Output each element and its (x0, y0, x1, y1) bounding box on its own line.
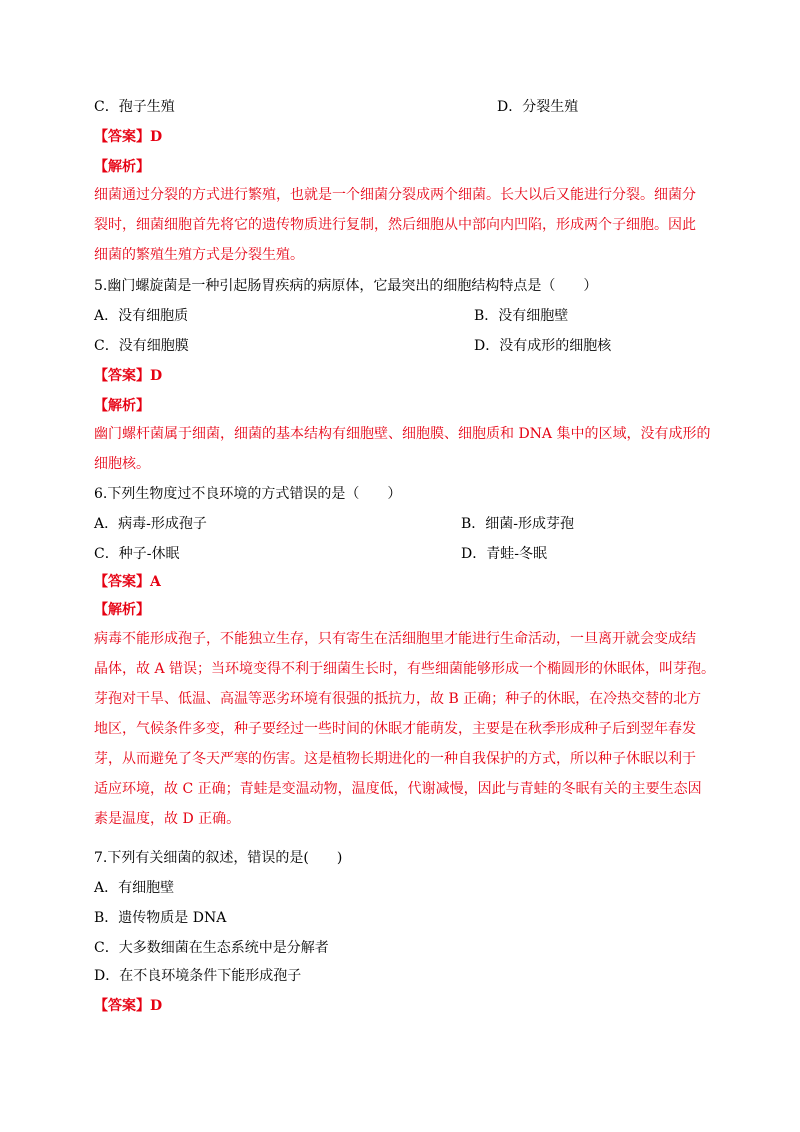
q6-stem: 6.下列生物度过不良环境的方式错误的是（ ） (94, 486, 402, 502)
q4-analysis-line: 细菌的繁殖生殖方式是分裂生殖。 (94, 247, 304, 263)
q4-analysis-label: 【解析】 (94, 159, 150, 175)
q4-answer (94, 127, 162, 147)
q6-option-a: A．病毒-形成孢子 (94, 516, 207, 532)
q4-option-d: D．分裂生殖 (497, 99, 579, 115)
q5-stem: 5.幽门螺旋菌是一种引起肠胃疾病的病原体，它最突出的细胞结构特点是（ ） (94, 278, 598, 294)
q7-answer-value: D (150, 998, 163, 1014)
q7-answer-label: 【答案】 (94, 998, 150, 1014)
q5-answer-label: 【答案】 (94, 368, 150, 384)
q6-analysis-line: 地区，气候条件多变，种子要经过一些时间的休眠才能萌发，主要是在秋季形成种子后到翌年春发 (94, 721, 696, 737)
q5-option-a: A．没有细胞质 (94, 308, 189, 324)
q5-answer (94, 366, 162, 386)
q5-option-d: D．没有成形的细胞核 (474, 338, 612, 354)
q6-option-d: D．青蛙-冬眠 (461, 546, 547, 562)
q4-answer-value: D (150, 129, 163, 145)
q6-answer (94, 572, 161, 592)
q6-analysis (94, 624, 714, 834)
q5-answer-value: D (150, 368, 163, 384)
q7-option-c: C．大多数细菌在生态系统中是分解者 (94, 940, 329, 956)
q4-analysis-line: 裂时，细菌细胞首先将它的遗传物质进行复制，然后细胞从中部向内凹陷，形成两个子细胞。因此 (94, 217, 696, 233)
q6-analysis-line: 芽孢对干旱、低温、高温等恶劣环境有很强的抵抗力，故 B 正确；种子的休眠，在冷热交替的北方 (94, 691, 702, 707)
q4-option-c: C．孢子生殖 (94, 99, 175, 115)
q7-answer (94, 996, 162, 1016)
q7-option-b: B．遗传物质是 DNA (94, 910, 227, 926)
q6-analysis-line: 芽，从而避免了冬天严寒的伤害。这是植物长期进化的一种自我保护的方式，所以种子休眠以利于 (94, 751, 696, 767)
q5-analysis-line: 幽门螺杆菌属于细菌，细菌的基本结构有细胞壁、细胞膜、细胞质和 DNA 集中的区域，没有成形的 (94, 426, 711, 442)
q6-analysis-label: 【解析】 (94, 602, 150, 618)
q5-option-c: C．没有细胞膜 (94, 338, 189, 354)
q6-analysis-line: 病毒不能形成孢子，不能独立生存，只有寄生在活细胞里才能进行生命活动，一旦离开就会变成结 (94, 631, 696, 647)
q6-option-c: C．种子-休眠 (94, 546, 180, 562)
q7-option-a: A．有细胞壁 (94, 880, 175, 896)
q4-analysis (94, 180, 714, 270)
q6-option-b: B．细菌-形成芽孢 (461, 516, 575, 532)
q7-stem: 7.下列有关细菌的叙述，错误的是( ) (94, 850, 343, 866)
q5-analysis-line: 细胞核。 (94, 456, 150, 472)
q7-option-d: D．在不良环境条件下能形成孢子 (94, 968, 302, 984)
q5-analysis-label: 【解析】 (94, 398, 150, 414)
q6-analysis-line: 适应环境，故 C 正确；青蛙是变温动物，温度低，代谢减慢，因此与青蛙的冬眠有关的主要生态因 (94, 781, 702, 797)
q4-answer-label: 【答案】 (94, 129, 150, 145)
q6-answer-value: A (150, 574, 161, 590)
q5-option-b: B．没有细胞壁 (474, 308, 569, 324)
q6-analysis-line: 素是温度，故 D 正确。 (94, 811, 241, 827)
q6-analysis-line: 晶体，故 A 错误；当环境变得不利于细菌生长时，有些细菌能够形成一个椭圆形的休眠体，叫芽孢。 (94, 661, 716, 677)
q6-answer-label: 【答案】 (94, 574, 150, 590)
q5-analysis (94, 419, 714, 479)
q4-analysis-line: 细菌通过分裂的方式进行繁殖，也就是一个细菌分裂成两个细菌。长大以后又能进行分裂。细菌分 (94, 187, 696, 203)
